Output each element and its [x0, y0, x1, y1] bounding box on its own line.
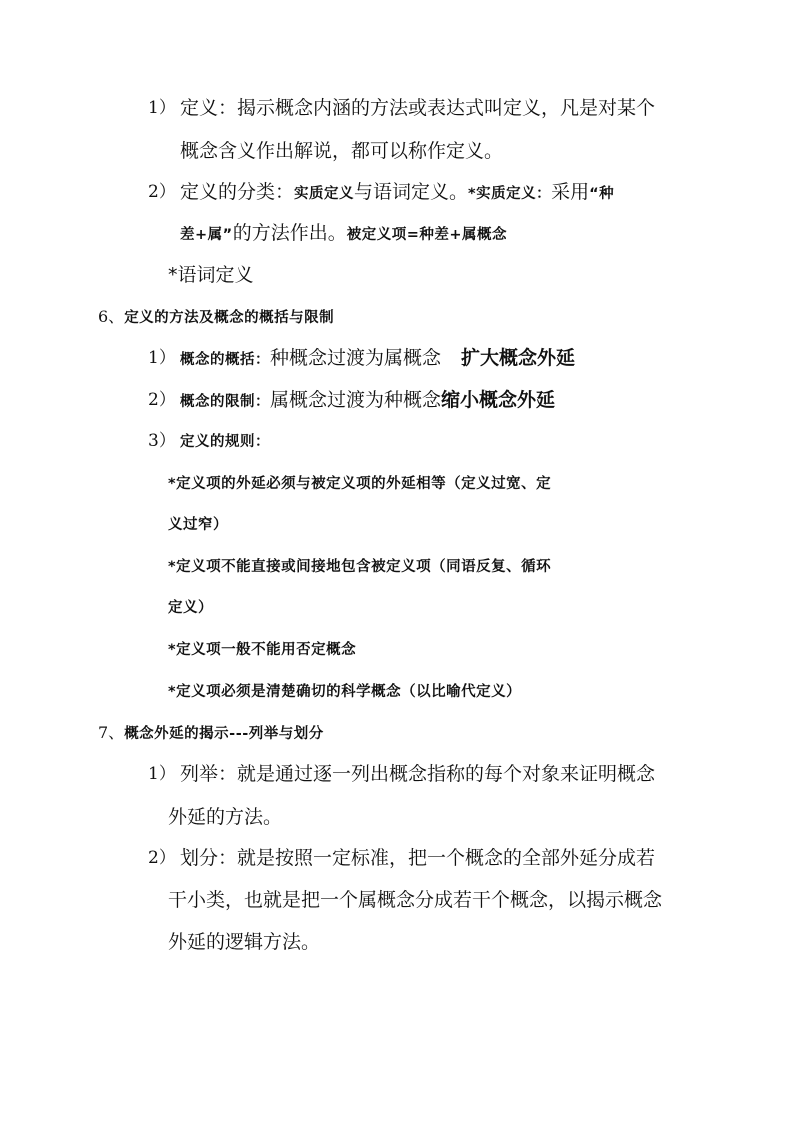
plain-text: 属概念过渡为种概念	[270, 389, 442, 411]
rule-text: *定义项必须是清楚确切的科学概念（以比喻代定义）	[168, 684, 522, 700]
rule-text: *定义项一般不能用否定概念	[168, 642, 357, 658]
item-number: 1）	[148, 764, 176, 784]
bold-term: 实质定义	[294, 186, 355, 202]
classification-label: 定义的分类：	[180, 181, 295, 203]
plain-text: 采用	[551, 181, 590, 203]
item-number: 2）	[148, 182, 176, 202]
classification-line	[180, 224, 507, 243]
section-heading	[98, 309, 334, 326]
emphasis-text: 缩小概念外延	[441, 389, 556, 411]
emphasis-text: 扩大概念外延	[461, 347, 576, 369]
bold-term: 概念的限制：	[180, 394, 270, 410]
enumeration-text: 列举：就是通过逐一列出概念指称的每个对象来证明概念	[180, 763, 656, 785]
item-number: 2）	[148, 848, 176, 868]
division-text: 干小类，也就是把一个属概念分成若干个概念，以揭示概念	[168, 889, 663, 911]
definition-text: 定义：揭示概念内涵的方法或表达式叫定义，凡是对某个	[180, 97, 656, 119]
rule-text: *定义项不能直接或间接地包含被定义项（同语反复、循环	[168, 559, 552, 575]
enumeration-text: 外延的方法。	[168, 806, 283, 828]
definition-text: 概念含义作出解说，都可以称作定义。	[180, 140, 504, 162]
classification-line	[180, 183, 614, 202]
plain-text: 与语词定义。	[354, 181, 469, 203]
verbal-definition: *语词定义	[168, 264, 254, 286]
bold-term: “种	[589, 186, 615, 202]
rule-text: 定义）	[168, 600, 213, 616]
section-heading	[98, 725, 324, 742]
item-number: 2）	[148, 390, 176, 410]
bold-term: 概念的概括：	[180, 352, 270, 368]
item-number: 1）	[148, 348, 176, 368]
bold-term: 差+属”	[180, 227, 233, 243]
division-text: 外延的逻辑方法。	[168, 931, 321, 953]
item-number: 3）	[148, 431, 176, 451]
plain-text: 的方法作出。	[232, 222, 347, 244]
rule-text: 义过窄）	[168, 517, 228, 533]
bold-term: *实质定义：	[468, 186, 552, 202]
division-text: 划分：就是按照一定标准，把一个概念的全部外延分成若	[180, 847, 656, 869]
section-title: 定义的方法及概念的概括与限制	[124, 310, 335, 326]
plain-text: 种概念过渡为属概念	[270, 347, 442, 369]
item-number: 1）	[148, 98, 176, 118]
bold-term: 被定义项=种差+属概念	[346, 227, 508, 243]
generalization-line	[180, 349, 575, 368]
rules-label: 定义的规则：	[180, 434, 270, 450]
section-number: 6、	[98, 307, 125, 326]
rule-text: *定义项的外延必须与被定义项的外延相等（定义过宽、定	[168, 476, 552, 492]
section-number: 7、	[98, 723, 125, 742]
restriction-line	[180, 391, 555, 410]
section-title: 概念外延的揭示---列举与划分	[124, 726, 324, 742]
